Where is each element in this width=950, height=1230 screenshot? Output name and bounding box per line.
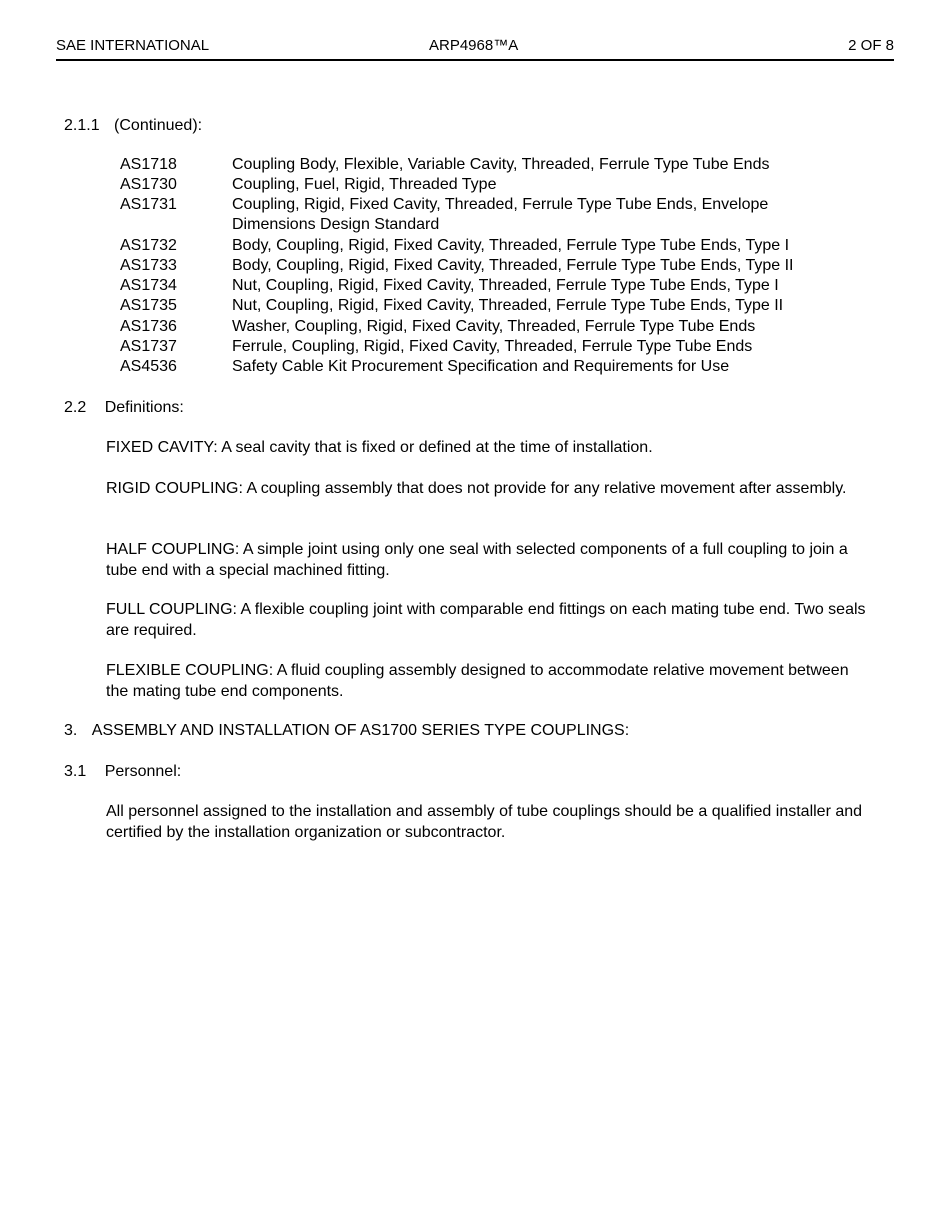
section-title: (Continued):	[114, 117, 203, 134]
section-number: 2.2	[64, 399, 87, 416]
reference-code: AS1734	[120, 277, 177, 294]
reference-code: AS1737	[120, 338, 177, 355]
page-header	[56, 37, 894, 61]
reference-title: Nut, Coupling, Rigid, Fixed Cavity, Threaded, Ferrule Type Tube Ends, Type II	[232, 297, 784, 314]
reference-title: Safety Cable Kit Procurement Specification and Requirements for Use	[232, 358, 730, 375]
reference-title: Washer, Coupling, Rigid, Fixed Cavity, Threaded, Ferrule Type Tube Ends	[232, 318, 756, 335]
definition-half-coupling: HALF COUPLING: A simple joint using only one seal with selected components of a full coupling to join a tube end with a special machined fitting.	[106, 541, 848, 579]
personnel-paragraph: All personnel assigned to the installation and assembly of tube couplings should be a qualified installer and certified by the installation organization or subcontractor.	[106, 803, 863, 841]
reference-title: Coupling, Rigid, Fixed Cavity, Threaded, Ferrule Type Tube Ends, Envelope	[232, 196, 769, 213]
reference-title: Ferrule, Coupling, Rigid, Fixed Cavity, Threaded, Ferrule Type Tube Ends	[232, 338, 753, 355]
reference-code: AS1718	[120, 156, 177, 173]
section-title: Personnel:	[104, 763, 182, 780]
reference-code: AS1735	[120, 297, 177, 314]
reference-title: Coupling, Fuel, Rigid, Threaded Type	[232, 176, 497, 193]
reference-code: AS1731	[120, 196, 177, 213]
reference-code: AS4536	[120, 358, 177, 375]
section-number: 3.	[64, 722, 78, 739]
header-doc-id: ARP4968™A	[429, 37, 519, 54]
reference-title: Body, Coupling, Rigid, Fixed Cavity, Threaded, Ferrule Type Tube Ends, Type II	[232, 257, 794, 274]
reference-code: AS1732	[120, 237, 177, 254]
section-2-2-heading	[64, 398, 184, 418]
section-number: 3.1	[64, 763, 87, 780]
definition-rigid-coupling: RIGID COUPLING: A coupling assembly that does not provide for any relative movement after assembly.	[106, 480, 847, 497]
reference-code: AS1736	[120, 318, 177, 335]
header-page-number: 2 OF 8	[848, 37, 894, 54]
header-org: SAE INTERNATIONAL	[56, 37, 210, 54]
reference-title: Body, Coupling, Rigid, Fixed Cavity, Threaded, Ferrule Type Tube Ends, Type I	[232, 237, 790, 254]
definition-flexible-coupling: FLEXIBLE COUPLING: A fluid coupling assembly designed to accommodate relative movement between the mating tube end components.	[106, 662, 849, 700]
section-2-1-1-heading	[64, 116, 202, 136]
definition-full-coupling: FULL COUPLING: A flexible coupling joint with comparable end fittings on each mating tube end. Two seals are required.	[106, 601, 866, 639]
reference-code: AS1730	[120, 176, 177, 193]
section-title: ASSEMBLY AND INSTALLATION OF AS1700 SERIES TYPE COUPLINGS:	[91, 722, 630, 739]
reference-code: AS1733	[120, 257, 177, 274]
reference-title-continuation: Dimensions Design Standard	[232, 216, 440, 233]
section-3-1-heading	[64, 762, 181, 782]
reference-title: Coupling Body, Flexible, Variable Cavity, Threaded, Ferrule Type Tube Ends	[232, 156, 770, 173]
reference-title: Nut, Coupling, Rigid, Fixed Cavity, Threaded, Ferrule Type Tube Ends, Type I	[232, 277, 779, 294]
definition-fixed-cavity: FIXED CAVITY: A seal cavity that is fixed or defined at the time of installation.	[106, 439, 653, 456]
section-3-heading	[64, 721, 629, 741]
section-number: 2.1.1	[64, 117, 100, 134]
section-title: Definitions:	[104, 399, 184, 416]
